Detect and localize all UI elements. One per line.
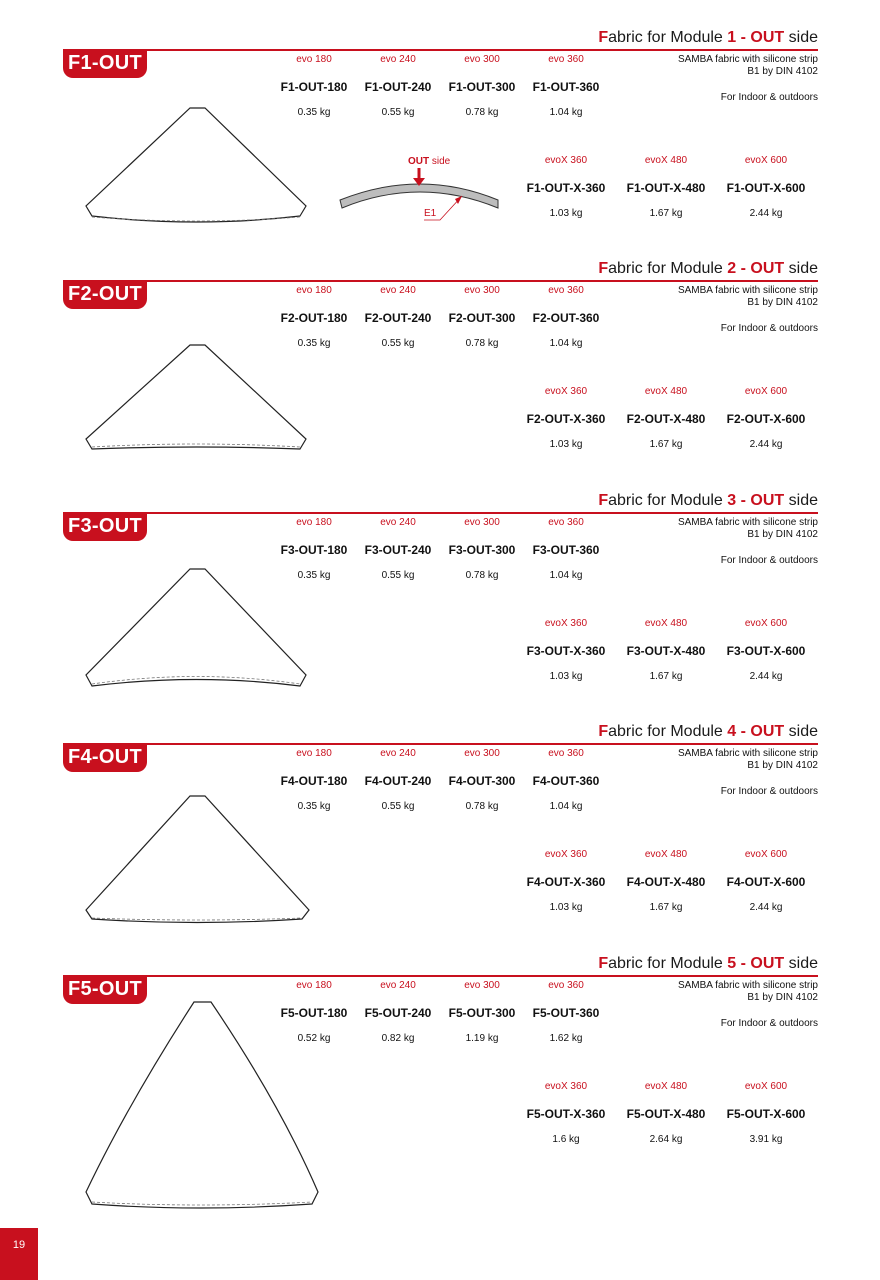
evo-label: evo 180 — [296, 980, 332, 991]
title-dash: - — [740, 955, 746, 972]
title-dash: - — [740, 260, 746, 277]
product-code: F1-OUT-240 — [364, 80, 432, 94]
usage-note: For Indoor & outdoors — [720, 92, 818, 103]
product-weight: 0.55 kg — [381, 801, 415, 812]
product-code: F5-OUT-300 — [448, 1006, 516, 1020]
fabric-description — [678, 285, 818, 309]
product-weight: 0.78 kg — [465, 801, 499, 812]
description-line-2: B1 by DIN 4102 — [747, 760, 818, 771]
title-suffix: side — [788, 29, 818, 46]
product-code: F3-OUT-X-480 — [626, 644, 706, 658]
evox-label: evoX 480 — [644, 1081, 688, 1092]
module-number: 4 — [727, 723, 737, 740]
evo-label: evo 300 — [464, 285, 500, 296]
evo-label: evo 180 — [296, 285, 332, 296]
product-weight: 1.03 kg — [549, 671, 583, 682]
product-weight: 0.82 kg — [381, 1033, 415, 1044]
title-suffix: side — [788, 260, 818, 277]
product-code: F4-OUT-X-600 — [726, 875, 806, 889]
product-weight: 0.35 kg — [297, 107, 331, 118]
title-dash: - — [740, 723, 746, 740]
product-weight: 0.55 kg — [381, 338, 415, 349]
product-code: F1-OUT-300 — [448, 80, 516, 94]
out-side-label — [408, 156, 450, 167]
product-weight: 2.44 kg — [749, 671, 783, 682]
product-code: F3-OUT-X-360 — [526, 644, 606, 658]
evox-label: evoX 480 — [644, 849, 688, 860]
title-prefix: abric for Module — [608, 260, 723, 277]
module-section-4 — [0, 722, 880, 954]
product-code: F3-OUT-240 — [364, 543, 432, 557]
description-line-1: SAMBA fabric with silicone strip — [677, 980, 818, 991]
product-code: F1-OUT-180 — [280, 80, 348, 94]
product-code: F2-OUT-X-360 — [526, 412, 606, 426]
product-weight: 1.62 kg — [549, 1033, 583, 1044]
product-code: F4-OUT-X-480 — [626, 875, 706, 889]
product-code: F5-OUT-X-480 — [626, 1107, 706, 1121]
evox-label: evoX 600 — [744, 618, 788, 629]
evox-label: evoX 600 — [744, 386, 788, 397]
fabric-description — [678, 748, 818, 772]
description-line-2: B1 by DIN 4102 — [747, 297, 818, 308]
product-code: F1-OUT-X-360 — [526, 181, 606, 195]
title-dash: - — [740, 492, 746, 509]
product-weight: 0.35 kg — [297, 570, 331, 581]
section-title: Fabric for Module 3 - OUT side — [598, 492, 818, 509]
product-weight: 0.52 kg — [297, 1033, 331, 1044]
module-section-3 — [0, 491, 880, 723]
title-suffix: side — [788, 723, 818, 740]
evo-label: evo 240 — [380, 285, 416, 296]
product-code: F3-OUT-180 — [280, 543, 348, 557]
product-code: F1-OUT-X-600 — [726, 181, 806, 195]
evox-label: evoX 360 — [544, 155, 588, 166]
title-prefix: abric for Module — [608, 29, 723, 46]
product-code: F3-OUT-X-600 — [726, 644, 806, 658]
module-badge: F3-OUT — [63, 512, 147, 541]
fabric-panel-shape — [0, 954, 330, 1224]
product-weight: 2.44 kg — [749, 208, 783, 219]
product-code: F2-OUT-180 — [280, 311, 348, 325]
evo-label: evo 180 — [296, 54, 332, 65]
usage-note: For Indoor & outdoors — [720, 323, 818, 334]
product-code: F4-OUT-300 — [448, 774, 516, 788]
product-code: F2-OUT-X-480 — [626, 412, 706, 426]
product-weight: 0.55 kg — [381, 107, 415, 118]
evo-label: evo 240 — [380, 748, 416, 759]
module-number: 2 — [727, 260, 737, 277]
evox-label: evoX 360 — [544, 618, 588, 629]
section-title: Fabric for Module 4 - OUT side — [598, 723, 818, 740]
product-weight: 0.78 kg — [465, 570, 499, 581]
product-weight: 0.78 kg — [465, 107, 499, 118]
section-title: Fabric for Module 1 - OUT side — [598, 29, 818, 46]
product-weight: 1.04 kg — [549, 801, 583, 812]
evo-label: evo 240 — [380, 980, 416, 991]
description-line-2: B1 by DIN 4102 — [747, 66, 818, 77]
product-weight: 3.91 kg — [749, 1134, 783, 1145]
evox-label: evoX 600 — [744, 155, 788, 166]
product-code: F4-OUT-360 — [532, 774, 600, 788]
out-label: OUT — [408, 156, 430, 167]
product-code: F4-OUT-X-360 — [526, 875, 606, 889]
evo-label: evo 300 — [464, 54, 500, 65]
title-prefix: abric for Module — [608, 492, 723, 509]
evo-label: evo 360 — [548, 980, 584, 991]
module-number: 5 — [727, 955, 737, 972]
section-title: Fabric for Module 5 - OUT side — [598, 955, 818, 972]
evox-label: evoX 480 — [644, 155, 688, 166]
edge-label: E1 — [424, 208, 437, 219]
product-code: F2-OUT-240 — [364, 311, 432, 325]
module-number: 1 — [727, 29, 737, 46]
product-weight: 1.03 kg — [549, 902, 583, 913]
description-line-2: B1 by DIN 4102 — [747, 529, 818, 540]
product-code: F5-OUT-X-360 — [526, 1107, 606, 1121]
product-weight: 2.44 kg — [749, 439, 783, 450]
evox-label: evoX 480 — [644, 386, 688, 397]
page-number: 19 — [0, 1228, 38, 1280]
product-weight: 1.03 kg — [549, 439, 583, 450]
evo-label: evo 360 — [548, 517, 584, 528]
description-line-1: SAMBA fabric with silicone strip — [677, 54, 818, 65]
product-code: F2-OUT-300 — [448, 311, 516, 325]
evox-label: evoX 480 — [644, 618, 688, 629]
usage-note: For Indoor & outdoors — [720, 786, 818, 797]
evo-label: evo 360 — [548, 748, 584, 759]
product-code: F1-OUT-360 — [532, 80, 600, 94]
product-weight: 0.55 kg — [381, 570, 415, 581]
evo-label: evo 360 — [548, 285, 584, 296]
product-code: F1-OUT-X-480 — [626, 181, 706, 195]
product-code: F2-OUT-X-600 — [726, 412, 806, 426]
description-line-1: SAMBA fabric with silicone strip — [677, 285, 818, 296]
product-weight: 1.67 kg — [649, 902, 683, 913]
product-weight: 2.64 kg — [649, 1134, 683, 1145]
title-out: OUT — [750, 955, 785, 972]
title-suffix: side — [788, 492, 818, 509]
description-line-1: SAMBA fabric with silicone strip — [677, 517, 818, 528]
product-weight: 1.67 kg — [649, 439, 683, 450]
product-weight: 0.35 kg — [297, 338, 331, 349]
module-number: 3 — [727, 492, 737, 509]
fabric-panel-shape — [0, 491, 330, 723]
product-weight: 1.04 kg — [549, 107, 583, 118]
product-code: F3-OUT-300 — [448, 543, 516, 557]
product-weight: 2.44 kg — [749, 902, 783, 913]
product-code: F2-OUT-360 — [532, 311, 600, 325]
evox-label: evoX 360 — [544, 1081, 588, 1092]
evox-label: evoX 360 — [544, 849, 588, 860]
section-title: Fabric for Module 2 - OUT side — [598, 260, 818, 277]
title-out: OUT — [750, 260, 785, 277]
product-code: F5-OUT-180 — [280, 1006, 348, 1020]
module-section-5 — [0, 954, 880, 1224]
side-label: side — [431, 156, 451, 167]
module-badge: F1-OUT — [63, 49, 147, 78]
fabric-panel-shape — [0, 28, 330, 260]
product-code: F3-OUT-360 — [532, 543, 600, 557]
title-prefix: abric for Module — [608, 723, 723, 740]
product-weight: 0.35 kg — [297, 801, 331, 812]
module-section-2 — [0, 259, 880, 491]
product-weight: 0.78 kg — [465, 338, 499, 349]
product-weight: 1.67 kg — [649, 208, 683, 219]
fabric-description — [678, 54, 818, 78]
module-badge: F2-OUT — [63, 280, 147, 309]
fabric-description — [678, 517, 818, 541]
evox-label: evoX 600 — [744, 849, 788, 860]
evox-label: evoX 360 — [544, 386, 588, 397]
title-out: OUT — [750, 29, 785, 46]
product-code: F4-OUT-240 — [364, 774, 432, 788]
evo-label: evo 240 — [380, 54, 416, 65]
evo-label: evo 300 — [464, 517, 500, 528]
product-code: F5-OUT-360 — [532, 1006, 600, 1020]
product-weight: 1.67 kg — [649, 671, 683, 682]
evo-label: evo 360 — [548, 54, 584, 65]
evo-label: evo 300 — [464, 748, 500, 759]
title-prefix: abric for Module — [608, 955, 723, 972]
product-weight: 1.04 kg — [549, 338, 583, 349]
product-weight: 1.03 kg — [549, 208, 583, 219]
usage-note: For Indoor & outdoors — [720, 555, 818, 566]
title-out: OUT — [750, 492, 785, 509]
title-dash: - — [740, 29, 746, 46]
product-weight: 1.04 kg — [549, 570, 583, 581]
title-out: OUT — [750, 723, 785, 740]
fabric-panel-shape — [0, 722, 330, 954]
product-code: F5-OUT-X-600 — [726, 1107, 806, 1121]
product-weight: 1.19 kg — [465, 1033, 499, 1044]
evo-label: evo 180 — [296, 517, 332, 528]
description-line-1: SAMBA fabric with silicone strip — [677, 748, 818, 759]
evo-label: evo 180 — [296, 748, 332, 759]
product-weight: 1.6 kg — [552, 1134, 580, 1145]
product-code: F5-OUT-240 — [364, 1006, 432, 1020]
module-badge: F5-OUT — [63, 975, 147, 1004]
usage-note: For Indoor & outdoors — [720, 1018, 818, 1029]
evo-label: evo 300 — [464, 980, 500, 991]
evo-label: evo 240 — [380, 517, 416, 528]
evox-label: evoX 600 — [744, 1081, 788, 1092]
fabric-description — [678, 980, 818, 1004]
description-line-2: B1 by DIN 4102 — [747, 992, 818, 1003]
title-suffix: side — [788, 955, 818, 972]
module-section-1 — [0, 28, 880, 260]
fabric-panel-shape — [0, 259, 330, 491]
module-badge: F4-OUT — [63, 743, 147, 772]
product-code: F4-OUT-180 — [280, 774, 348, 788]
